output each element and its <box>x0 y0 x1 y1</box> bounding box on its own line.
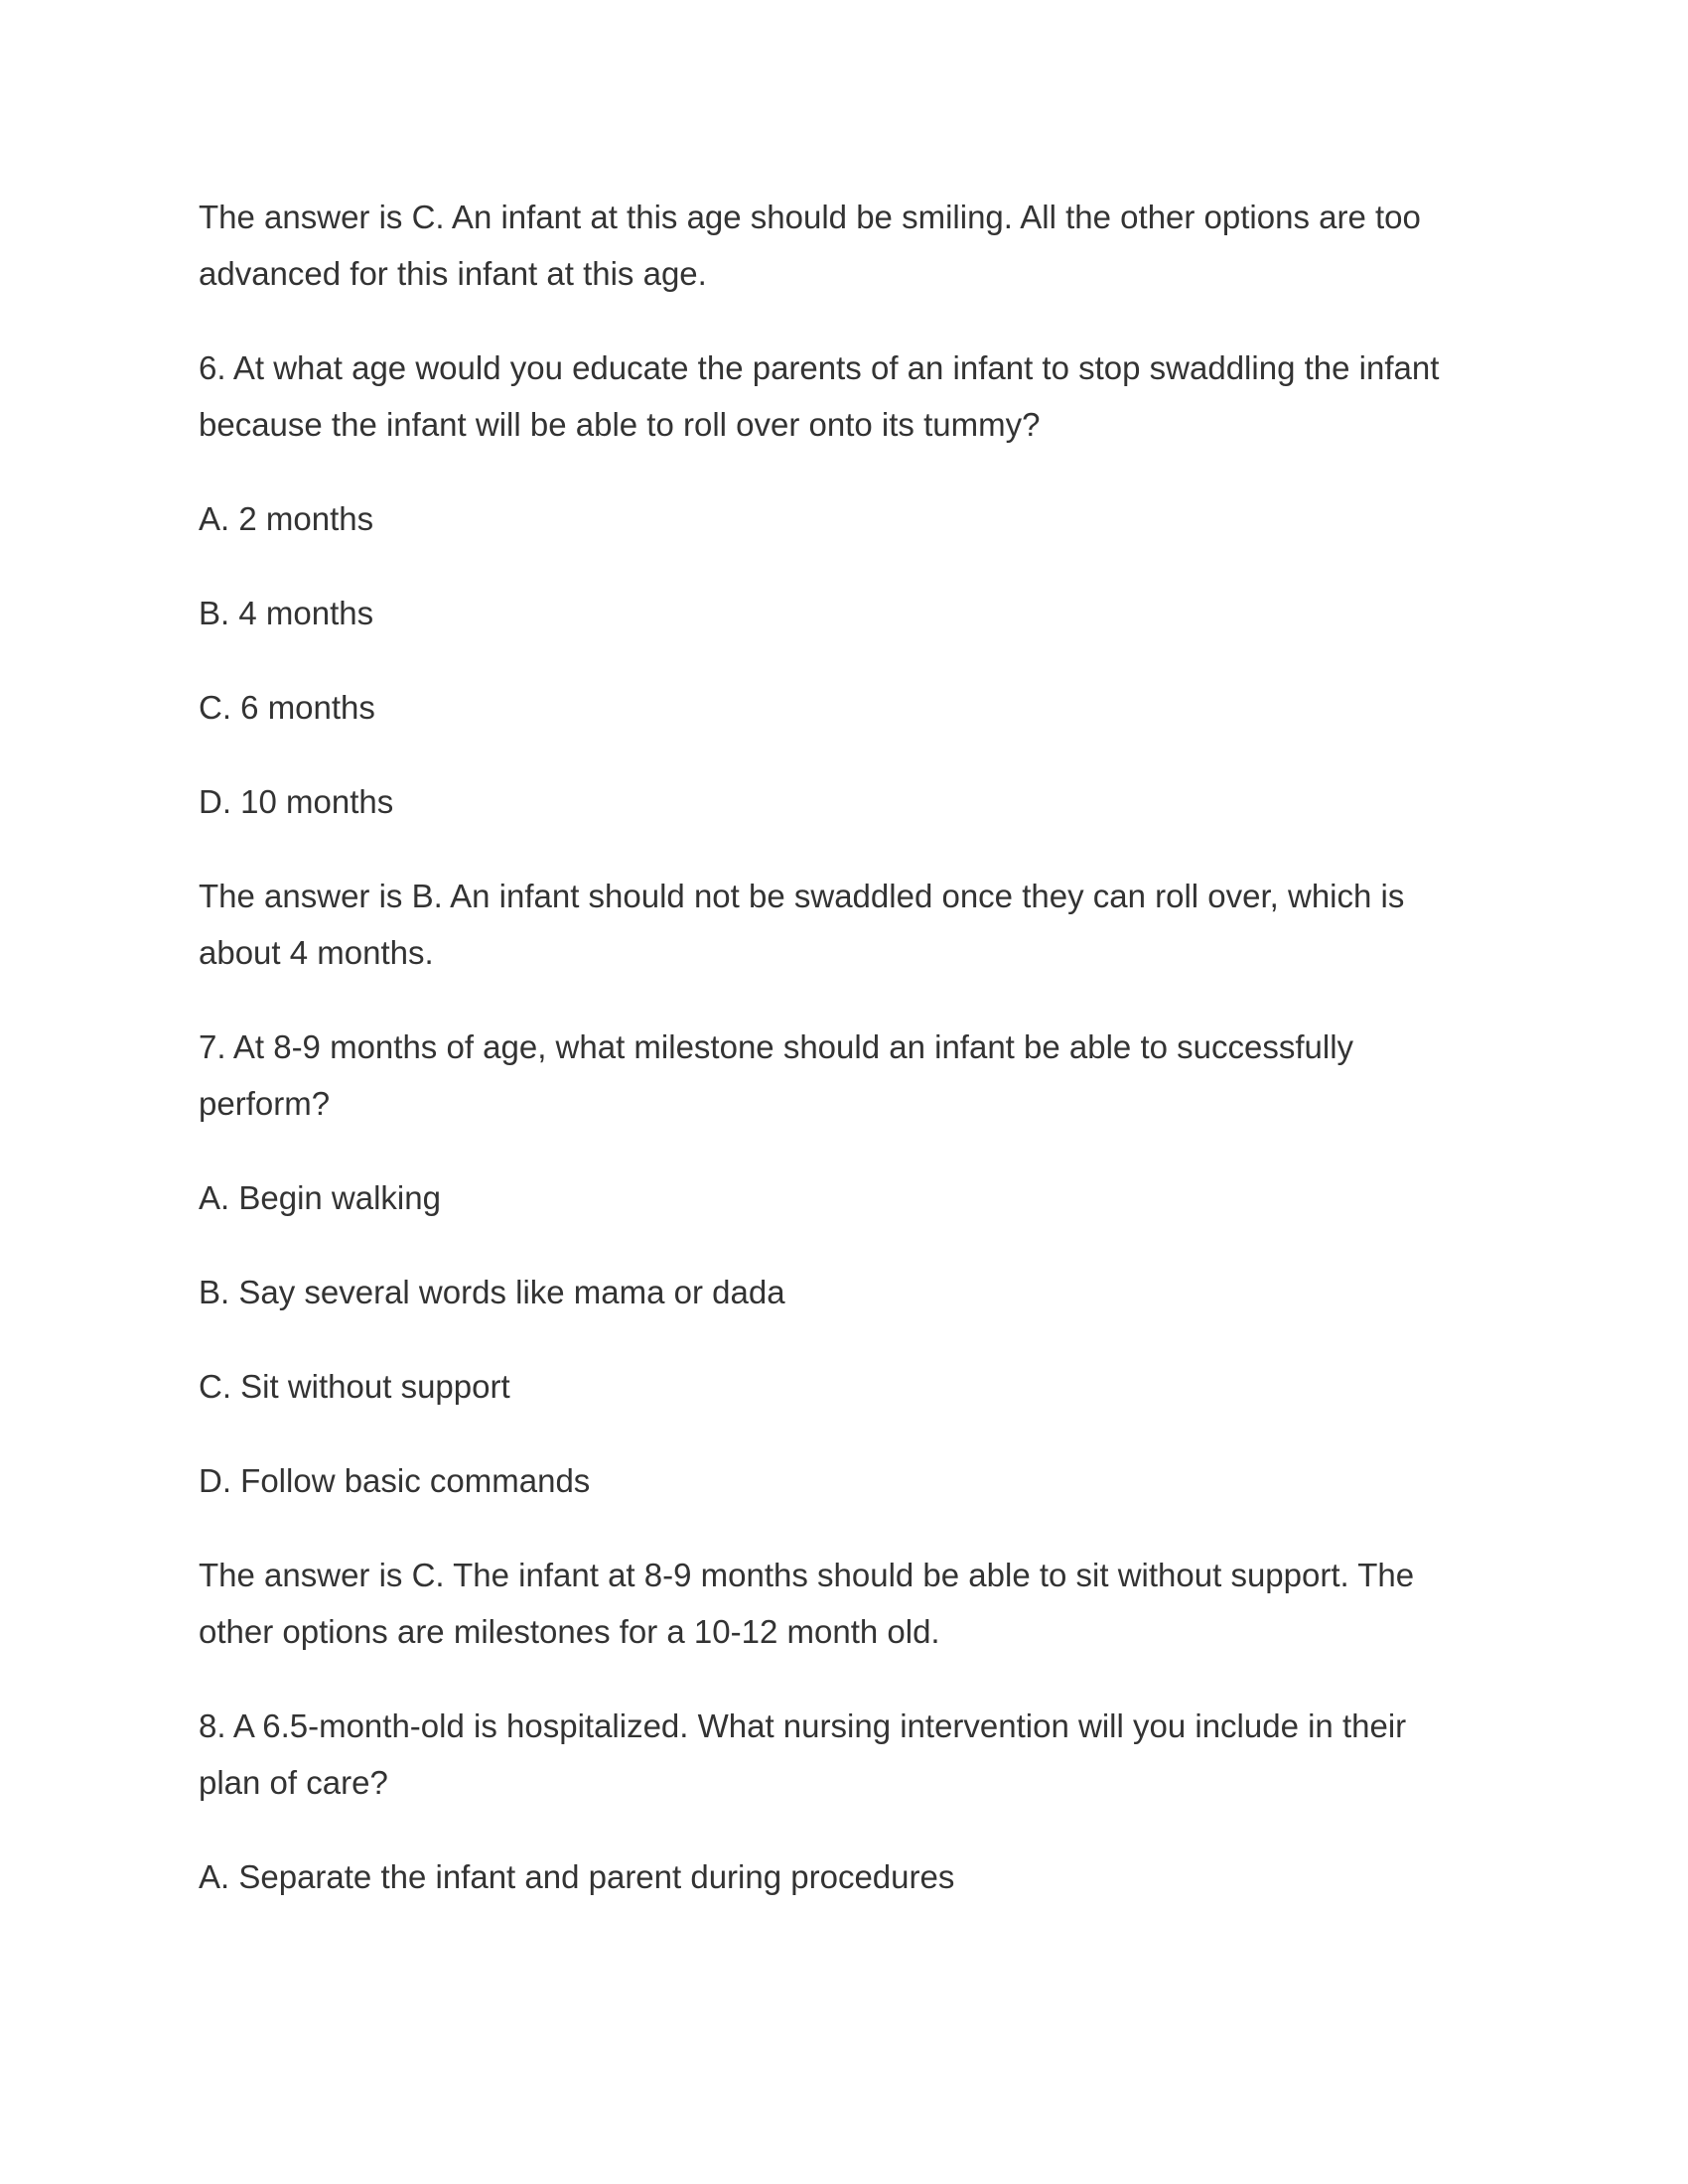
text-line: D. Follow basic commands <box>199 1462 591 1499</box>
text-line: because the infant will be able to roll over onto its tummy? <box>199 406 1041 443</box>
option-b <box>199 1264 1489 1320</box>
text-line: A. Separate the infant and parent during procedures <box>199 1858 955 1895</box>
document-page <box>199 189 1489 1943</box>
option-d <box>199 1452 1489 1509</box>
answer-explanation <box>199 868 1489 981</box>
option-c <box>199 679 1489 736</box>
option-a <box>199 490 1489 547</box>
text-line: The answer is B. An infant should not be swaddled once they can roll over, which is <box>199 878 1405 914</box>
question-6 <box>199 340 1489 453</box>
text-line: other options are milestones for a 10-12 month old. <box>199 1613 940 1650</box>
text-line: A. 2 months <box>199 500 374 537</box>
text-line: plan of care? <box>199 1764 388 1801</box>
text-line: B. Say several words like mama or dada <box>199 1274 785 1310</box>
text-line: advanced for this infant at this age. <box>199 255 707 292</box>
text-line: 7. At 8-9 months of age, what milestone should an infant be able to successfully <box>199 1028 1354 1065</box>
text-line: The answer is C. An infant at this age should be smiling. All the other options are too <box>199 199 1421 235</box>
option-d <box>199 773 1489 830</box>
text-line: C. Sit without support <box>199 1368 510 1405</box>
text-line: 8. A 6.5-month-old is hospitalized. What nursing intervention will you include in their <box>199 1707 1407 1744</box>
text-line: about 4 months. <box>199 934 434 971</box>
text-line: C. 6 months <box>199 689 375 726</box>
option-b <box>199 585 1489 641</box>
option-c <box>199 1358 1489 1415</box>
text-line: perform? <box>199 1085 331 1122</box>
text-line: The answer is C. The infant at 8-9 months should be able to sit without support. The <box>199 1557 1415 1593</box>
text-line: 6. At what age would you educate the parents of an infant to stop swaddling the infant <box>199 349 1440 386</box>
question-8 <box>199 1698 1489 1811</box>
option-a <box>199 1169 1489 1226</box>
text-line: A. Begin walking <box>199 1179 441 1216</box>
answer-explanation <box>199 189 1489 302</box>
text-line: B. 4 months <box>199 595 374 631</box>
option-a <box>199 1848 1489 1905</box>
answer-explanation <box>199 1547 1489 1660</box>
question-7 <box>199 1019 1489 1132</box>
text-line: D. 10 months <box>199 783 394 820</box>
